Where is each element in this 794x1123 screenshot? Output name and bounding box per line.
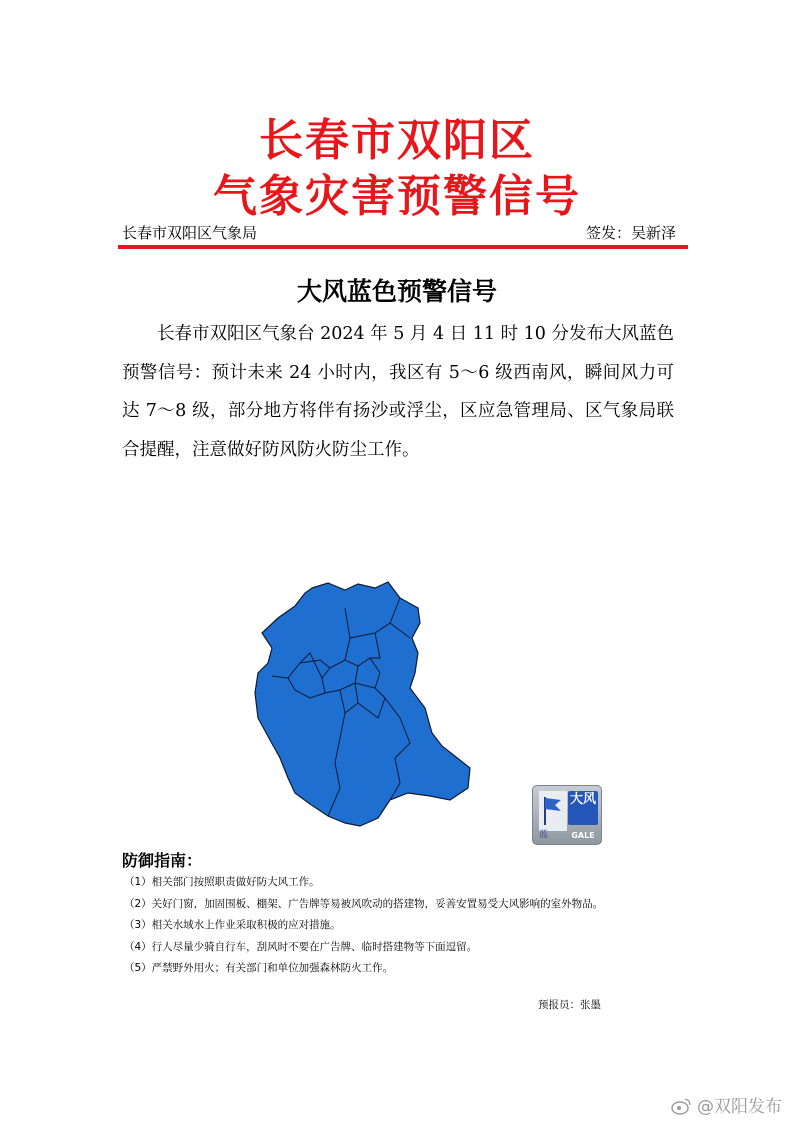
warning-body: 长春市双阳区气象台 2024 年 5 月 4 日 11 时 10 分发布大风蓝色预警信号：预计未来 24 小时内，我区有 5～6 级西南风，瞬间风力可达 7～8 级，部分地方将伴有扬沙或浮尘，区应急管理局、区气象局联合提醒，注意做好防风防火防尘工作。: [122, 324, 674, 460]
watermark-text: @双阳发布: [697, 1097, 782, 1117]
forecaster-label: 预报员：张墨: [538, 999, 601, 1011]
guide-list: [124, 872, 603, 980]
document-title-line2: 气象灾害预警信号: [213, 171, 581, 222]
guide-item: （1）相关部门按照职责做好防大风工作。: [124, 876, 320, 888]
signer-label: 签发：吴新泽: [585, 224, 676, 242]
header-divider: [118, 245, 688, 249]
badge-name: 大风: [568, 791, 598, 825]
document-title-line1: 长春市双阳区: [259, 115, 535, 166]
badge-english: GALE: [571, 831, 595, 840]
badge-color-label: 蓝: [539, 830, 549, 840]
issuer-label: 长春市双阳区气象局: [122, 224, 258, 242]
guide-item: （3）相关水域水上作业采取积极的应对措施。: [124, 919, 341, 931]
district-map-outline: [255, 582, 470, 826]
guide-item: （2）关好门窗，加固围板、棚架、广告牌等易被风吹动的搭建物，妥善安置易受大风影响的室外物品。: [124, 897, 604, 910]
blue-flag-icon: [539, 791, 567, 831]
warning-title: 大风蓝色预警信号: [296, 277, 497, 306]
gale-warning-badge: [532, 785, 602, 845]
guide-item: （5）严禁野外用火；有关部门和单位加强森林防火工作。: [124, 962, 394, 974]
guide-item: （4）行人尽量少骑自行车，刮风时不要在广告牌、临时搭建物等下面逗留。: [124, 940, 478, 953]
guide-title: 防御指南：: [122, 851, 203, 870]
weibo-icon: [670, 1097, 692, 1115]
district-map: [250, 578, 475, 830]
watermark: [670, 1092, 782, 1117]
